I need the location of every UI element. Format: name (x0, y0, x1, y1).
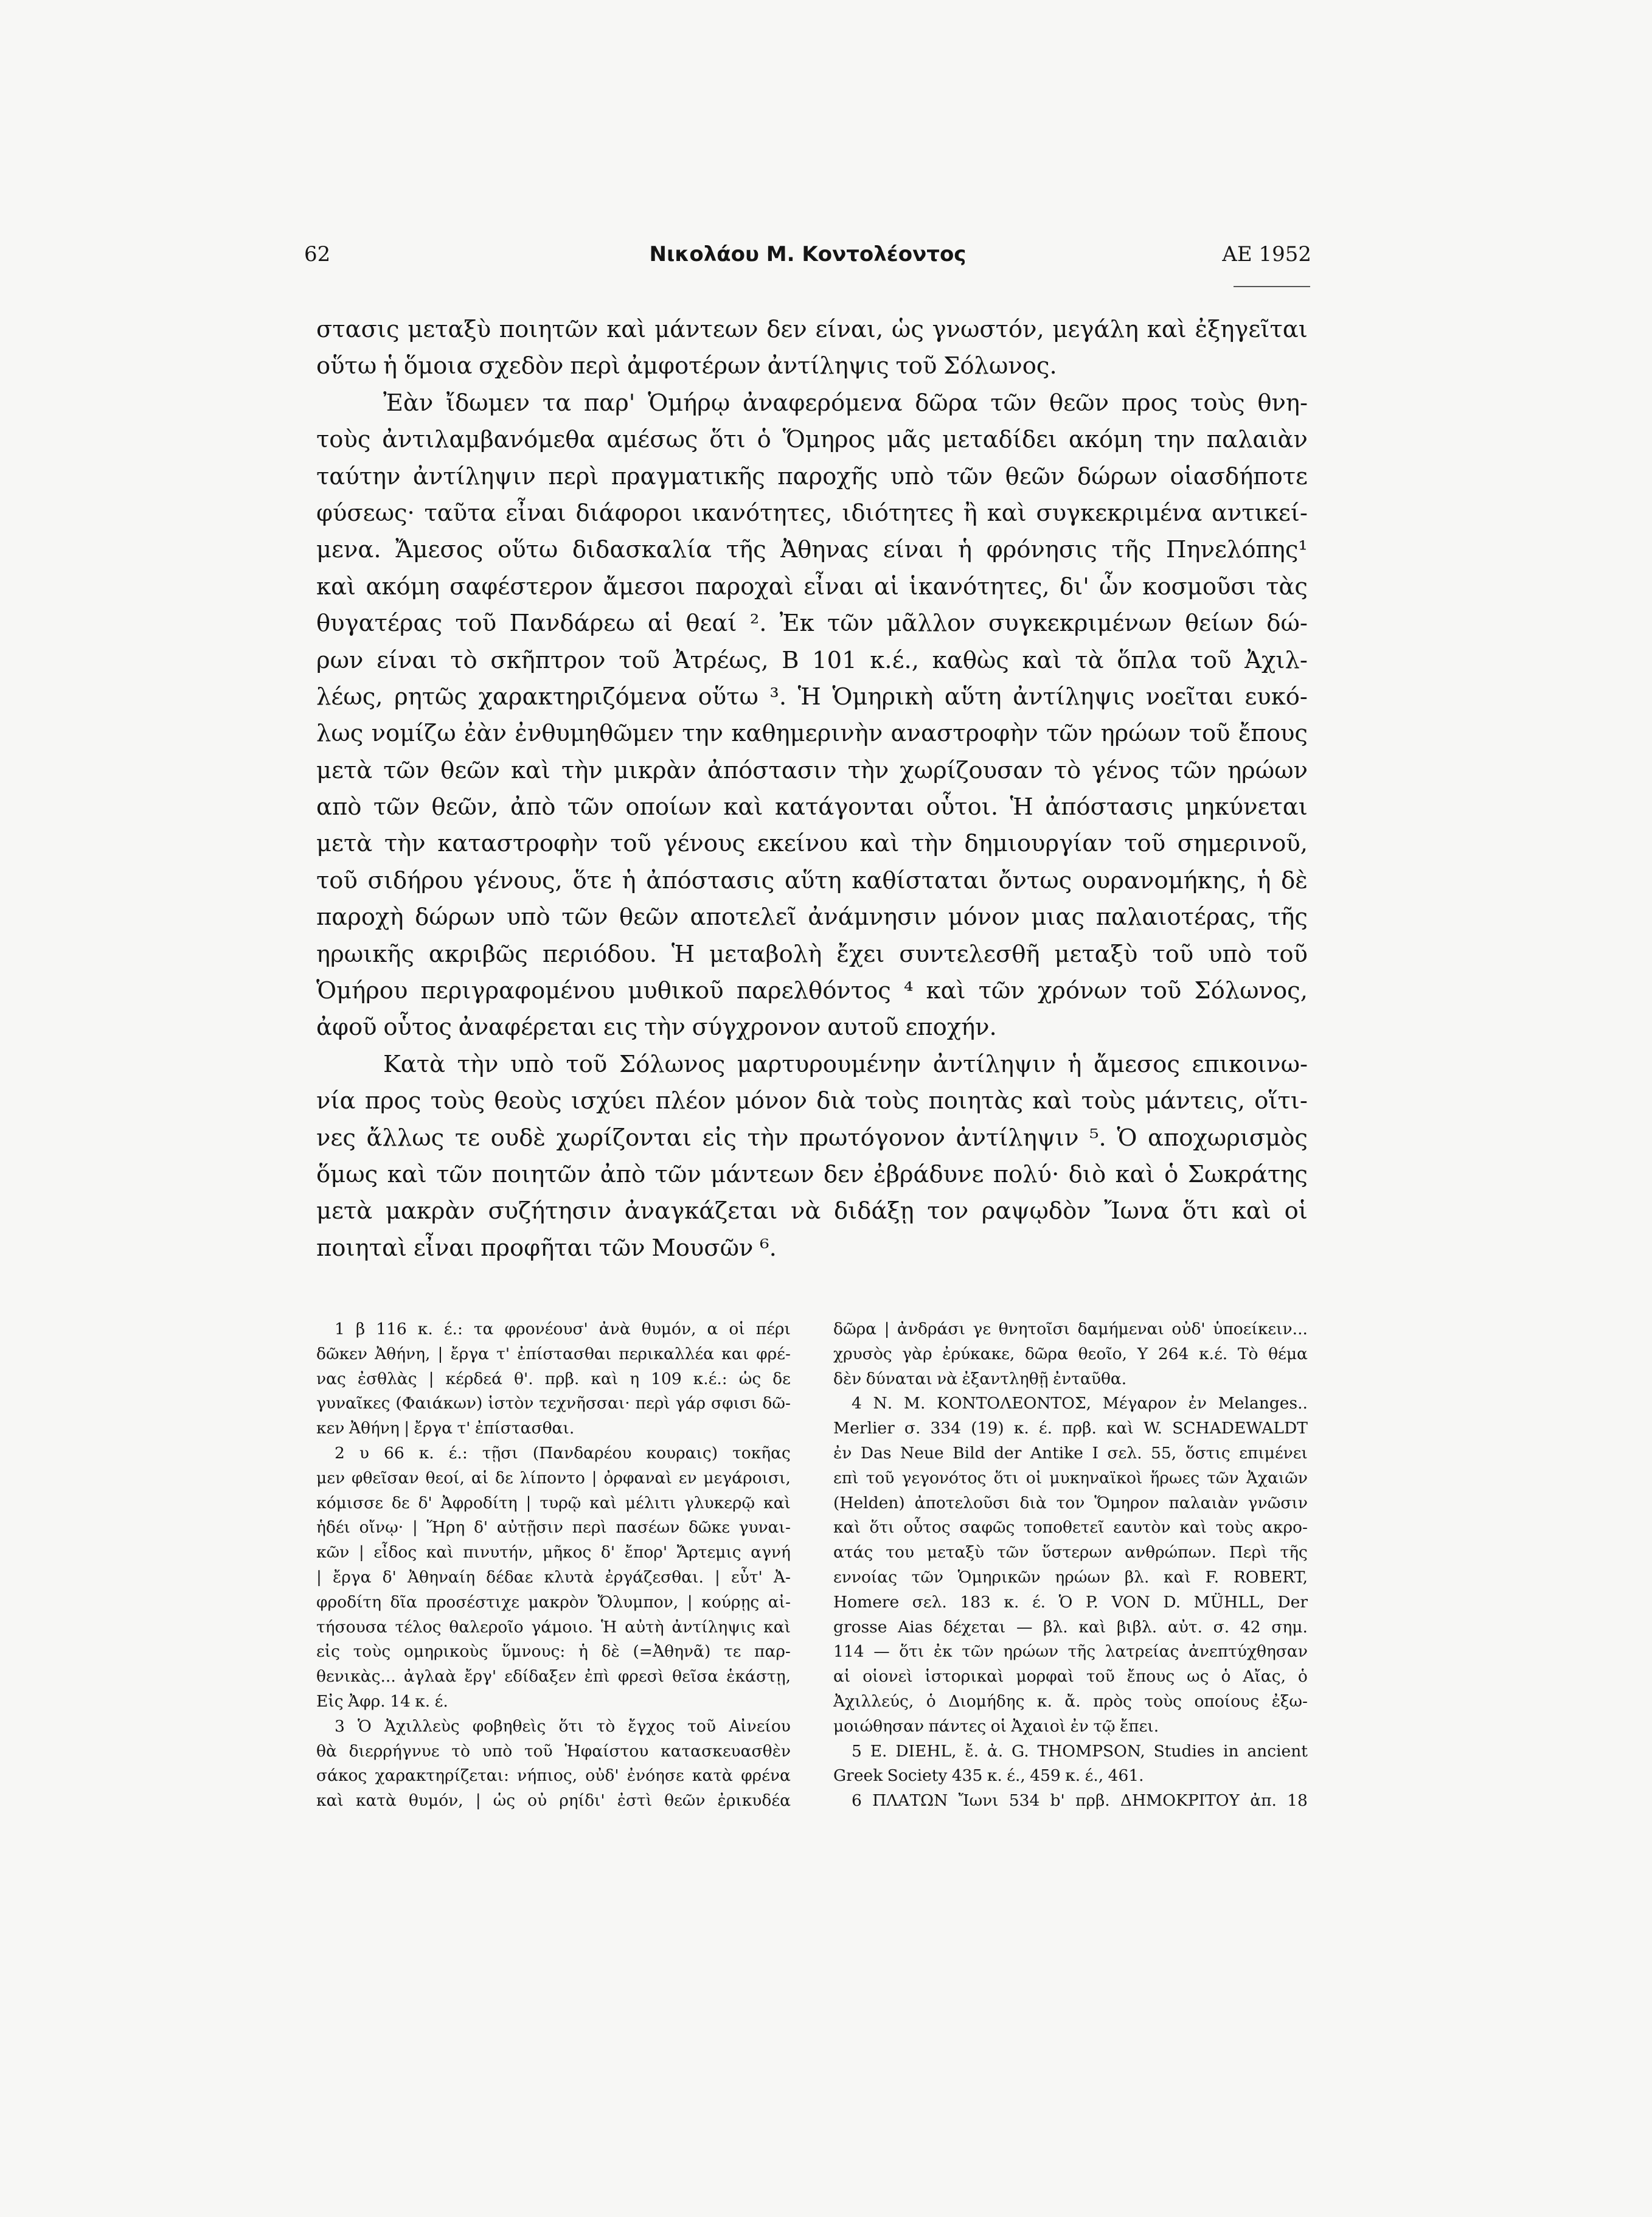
body-line: οὕτω ἡ ὅμοια σχεδὸν περὶ ἀμφοτέρων ἀντίληψις τοῦ Σόλωνος. (316, 352, 1057, 380)
footnotes-left-column (316, 1317, 791, 1814)
running-header (304, 242, 1311, 279)
body-line: μετὰ τὴν καταστροφὴν τοῦ γένους εκείνου καὶ τὴν δημιουργίαν τοῦ σημερινοῦ, (316, 830, 1308, 858)
footnote-line: μοιώθησαν πάντες οἱ Ἀχαιοὶ ἐν τῷ ἔπει. (833, 1716, 1159, 1736)
footnote-line: φροδίτη δῖα προσέστιχε μακρὸν Ὄλυμπον, | κούρῃς αἰ- (316, 1592, 791, 1612)
body-line: παροχὴ δώρων υπὸ τῶν θεῶν αποτελεῖ ἀνάμνησιν μόνον μιας παλαιοτέρας, τῆς (316, 903, 1308, 931)
footnote-line: καὶ κατὰ θυμόν, | ὡς οὐ ρηίδι' ἐστὶ θεῶν ἐρικυδέα (316, 1791, 791, 1811)
body-line: ποιηταὶ εἶναι προφῆται τῶν Μουσῶν ⁶. (316, 1234, 777, 1262)
footnote-line: ἐν Das Neue Bild der Antike I σελ. 55, ὅστις επιμένει (833, 1443, 1308, 1463)
footnote-line: ατάς του μεταξὺ τῶν ὕστερων ανθρώπων. Περὶ τῆς (833, 1543, 1308, 1562)
body-line: λως νομίζω ἐὰν ἐνθυμηθῶμεν την καθημερινὴν αναστροφὴν τῶν ηρώων τοῦ ἔπους (316, 720, 1308, 748)
body-line: μενα. Ἄμεσος οὕτω διδασκαλία τῆς Ἀθηνας είναι ἡ φρόνησις τῆς Πηνελόπης¹ (316, 536, 1308, 564)
body-line: θυγατέρας τοῦ Πανδάρεω αἱ θεαί ². Ἐκ τῶν μᾶλλον συγκεκριμένων θείων δώ- (316, 610, 1308, 638)
footnote-line: 4 Ν. Μ. ΚΟΝΤΟΛΕΟΝΤΟΣ, Μέγαρον ἐν Melanges.. (852, 1394, 1308, 1413)
footnote-line: Εἰς Ἀφρ. 14 κ. έ. (316, 1691, 448, 1711)
footnote-line: επὶ τοῦ γεγονότος ὅτι οἱ μυκηναϊκοὶ ἥρωες τῶν Ἀχαιῶν (833, 1468, 1308, 1488)
footnote-line: 3 Ὁ Ἀχιλλεὺς φοβηθεὶς ὅτι τὸ ἔγχος τοῦ Αἰνείου (335, 1716, 791, 1736)
footnote-line: 6 ΠΛΑΤΩΝ Ἴωνι 534 b' πρβ. ΔΗΜΟΚΡΙΤΟΥ ἀπ. 18 (852, 1791, 1308, 1811)
footnote-line: θενικὰς... ἀγλαὰ ἔργ' εδίδαξεν ἐπὶ φρεσὶ θεῖσα ἑκάστῃ, (316, 1667, 791, 1686)
footnote-line: Merlier σ. 334 (19) κ. έ. πρβ. καὶ W. SCHADEWALDT (833, 1419, 1308, 1438)
footnote-line: Greek Society 435 κ. έ., 459 κ. έ., 461. (833, 1766, 1144, 1786)
footnote-line: νας ἐσθλὰς | κέρδεά θ'. πρβ. καὶ η 109 κ.έ.: ὡς δε (316, 1369, 791, 1388)
footnote-line: γυναῖκες (Φαιάκων) ἱστὸν τεχνῆσσαι· περὶ γάρ σφισι δῶ- (316, 1394, 791, 1413)
journal-reference: ΑΕ 1952 (1222, 242, 1311, 266)
footnote-line: εἰς τοὺς ομηρικοὺς ὕμνους: ἡ δὲ (=Ἀθηνᾶ) τε παρ- (316, 1642, 791, 1662)
body-line: καὶ ακόμη σαφέστερον ἄμεσοι παροχαὶ εἶναι αἱ ἱκανότητες, δι' ὧν κοσμοῦσι τὰς (316, 573, 1308, 600)
footnote-line: τήσουσα τέλος θαλεροῖο γάμοιο. Ἡ αὐτὴ ἀντίληψις καὶ (316, 1617, 791, 1637)
footnote-line: κεν Ἀθήνη | ἔργα τ' ἐπίστασθαι. (316, 1419, 575, 1438)
body-line: μετὰ μακρὰν συζήτησιν ἀναγκάζεται νὰ διδάξῃ τον ραψῳδὸν Ἴωνα ὅτι καὶ οἱ (316, 1197, 1308, 1225)
footnote-line: θὰ διερρήγνυε τὸ υπὸ τοῦ Ἡφαίστου κατασκευασθὲν (316, 1741, 791, 1761)
body-line: Ἐὰν ἴδωμεν τα παρ' Ὁμήρῳ ἀναφερόμενα δῶρα τῶν θεῶν προς τοὺς θνη- (383, 389, 1308, 417)
page-number: 62 (304, 242, 331, 266)
footnote-line: Homere σελ. 183 κ. έ. Ὁ P. VON D. MÜHLL, Der (833, 1592, 1308, 1612)
footnote-line: χρυσὸς γὰρ ἐρύκακε, δῶρα θεοῖο, Υ 264 κ.έ. Τὸ θέμα (833, 1344, 1308, 1363)
footnote-line: μεν φθεῖσαν θεοί, αἱ δε λίποντο | ὀρφαναὶ εν μεγάροισι, (316, 1468, 791, 1488)
body-line: απὸ τῶν θεῶν, ἀπὸ τῶν οποίων καὶ κατάγονται οὗτοι. Ἡ ἀπόστασις μηκύνεται (316, 793, 1308, 821)
footnotes-right-column (833, 1317, 1308, 1814)
footnote-line: σάκος χαρακτηρίζεται: νήπιος, οὐδ' ἐνόησε κατὰ φρένα (316, 1766, 791, 1786)
body-line: νία προς τοὺς θεοὺς ισχύει πλέον μόνον διὰ τοὺς ποιητὰς καὶ τοὺς μάντεις, οἵτι- (316, 1087, 1308, 1115)
body-line: φύσεως· ταῦτα εἶναι διάφοροι ικανότητες, ιδιότητες ἢ καὶ συγκεκριμένα αντικεί- (316, 499, 1308, 527)
footnote-line: 5 E. DIEHL, ἔ. ἀ. G. THOMPSON, Studies in ancient (852, 1741, 1308, 1761)
body-line: μετὰ τῶν θεῶν καὶ τὴν μικρὰν ἀπόστασιν τὴν χωρίζουσαν τὸ γένος τῶν ηρώων (316, 756, 1308, 784)
body-text (316, 311, 1308, 1267)
footnote-line: δῶρα | ἀνδράσι γε θνητοῖσι δαμήμεναι οὐδ' ὑποείκειν... (833, 1320, 1308, 1338)
body-line: ἀφοῦ οὗτος ἀναφέρεται εις τὴν σύγχρονον αυτοῦ εποχήν. (316, 1014, 997, 1042)
body-line: στασις μεταξὺ ποιητῶν καὶ μάντεων δεν είναι, ὡς γνωστόν, μεγάλη καὶ ἐξηγεῖται (316, 316, 1308, 343)
body-line: Κατὰ τὴν υπὸ τοῦ Σόλωνος μαρτυρουμένην ἀντίληψιν ἡ ἄμεσος επικοινω- (383, 1050, 1308, 1078)
body-line: ρων είναι τὸ σκῆπτρον τοῦ Ἀτρέως, Β 101 κ.έ., καθὼς καὶ τὰ ὅπλα τοῦ Ἀχιλ- (316, 646, 1308, 674)
body-line: ηρωικῆς ακριβῶς περιόδου. Ἡ μεταβολὴ ἔχει συντελεσθῆ μεταξὺ τοῦ υπὸ τοῦ (316, 940, 1308, 968)
footnote-line: αἱ οἱονεὶ ἱστορικαὶ μορφαὶ τοῦ ἔπους ως ὁ Αἴας, ὁ (833, 1667, 1308, 1686)
footnote-line: ἡδέι οἴνῳ· | Ἥρη δ' αὐτῇσιν περὶ πασέων δῶκε γυναι- (316, 1518, 791, 1537)
body-line: ταύτην ἀντίληψιν περὶ πραγματικῆς παροχῆς υπὸ τῶν θεῶν δώρων οἱασδήποτε (316, 462, 1308, 490)
body-line: Ὁμήρου περιγραφομένου μυθικοῦ παρελθόντος ⁴ καὶ τῶν χρόνων τοῦ Σόλωνος, (316, 977, 1308, 1005)
body-line: λέως, ρητῶς χαρακτηριζόμενα οὕτω ³. Ἡ Ὁμηρικὴ αὕτη ἀντίληψις νοεῖται ευκό- (316, 683, 1308, 711)
running-author: Νικολάου Μ. Κοντολέοντος (649, 242, 967, 266)
footnote-line: Ἀχιλλεύς, ὁ Διομήδης κ. ἄ. πρὸς τοὺς οποίους ἐξω- (833, 1691, 1308, 1711)
footnote-line: δῶκεν Ἀθήνη, | ἔργα τ' ἐπίστασθαι περικαλλέα και φρέ- (316, 1344, 791, 1363)
footnote-line: εννοίας τῶν Ὁμηρικῶν ηρώων βλ. καὶ F. ROBERT, (833, 1567, 1308, 1587)
footnote-line: δὲν δύναται νὰ ἐξαντληθῇ ἐνταῦθα. (833, 1369, 1127, 1388)
footnote-line: 1 β 116 κ. έ.: τα φρονέουσ' ἀνὰ θυμόν, α οἱ πέρι (335, 1320, 791, 1338)
body-line: τοὺς ἀντιλαμβανόμεθα αμέσως ὅτι ὁ Ὅμηρος μᾶς μεταδίδει ακόμη την παλαιὰν (316, 426, 1308, 454)
body-line: ὅμως καὶ τῶν ποιητῶν ἀπὸ τῶν μάντεων δεν ἐβράδυνε πολύ· διὸ καὶ ὁ Σωκράτης (316, 1160, 1308, 1188)
footnote-line: καὶ ὅτι οὗτος σαφῶς τοποθετεῖ εαυτὸν καὶ τοὺς ακρο- (833, 1518, 1308, 1537)
footnote-line: (Helden) ἀποτελοῦσι διὰ τον Ὅμηρον παλαιὰν γνῶσιν (833, 1493, 1308, 1512)
header-rule (1234, 286, 1310, 287)
body-line: τοῦ σιδήρου γένους, ὅτε ἡ ἀπόστασις αὕτη καθίσταται ὄντως ουρανομήκης, ἡ δὲ (316, 866, 1308, 894)
footnote-line: 2 υ 66 κ. έ.: τῇσι (Πανδαρέου κουραις) τοκῆας (335, 1443, 791, 1463)
footnote-line: 114 — ὅτι ἐκ τῶν ηρώων τῆς λατρείας ἀνεπτύχθησαν (833, 1642, 1308, 1662)
footnote-line: κόμισσε δε δ' Ἀφροδίτη | τυρῷ καὶ μέλιτι γλυκερῷ καὶ (316, 1493, 791, 1512)
footnote-line: grosse Aias δέχεται — βλ. καὶ βιβλ. αὐτ. σ. 42 σημ. (833, 1617, 1308, 1637)
footnote-line: | ἔργα δ' Ἀθηναίη δέδαε κλυτὰ ἐργάζεσθαι. | εὖτ' Ἀ- (316, 1567, 791, 1587)
body-line: νες ἄλλως τε ουδὲ χωρίζονται εἰς τὴν πρωτόγονον ἀντίληψιν ⁵. Ὁ αποχωρισμὸς (316, 1124, 1308, 1152)
footnote-line: κῶν | εἶδος καὶ πινυτήν, μῆκος δ' ἔπορ' Ἄρτεμις αγνή (316, 1543, 791, 1562)
